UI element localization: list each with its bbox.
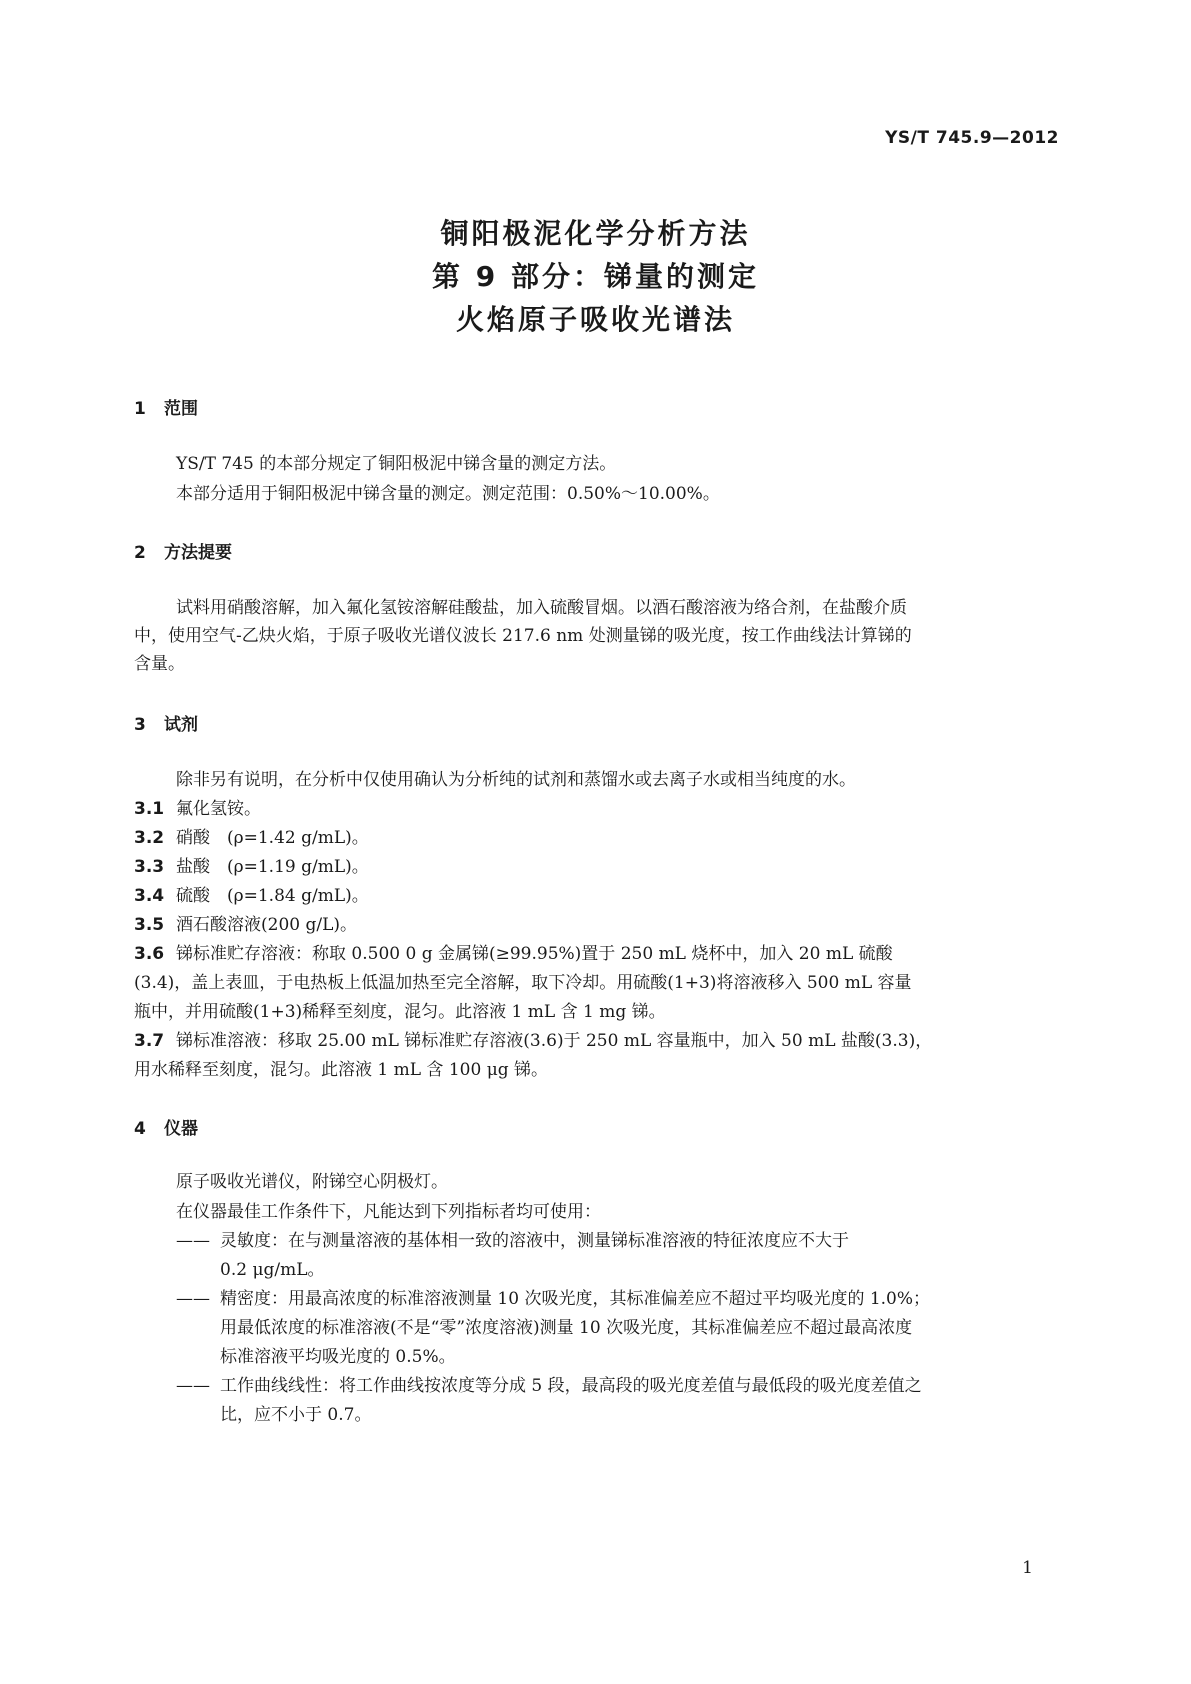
section-title: 仪器 [164,1119,198,1139]
item-number: 3.6 [134,944,165,964]
item-text: 硝酸 (ρ=1.42 g/mL)。 [176,828,369,848]
reagent-item-continued: (3.4)，盖上表皿，于电热板上低温加热至完全溶解，取下冷却。用硫酸(1+3)将溶液移入 500 mL 容量 [134,973,912,993]
criterion-linearity [176,1372,1064,1401]
section-2-heading [134,538,232,563]
section-title: 试剂 [164,715,198,735]
item-number: 3.7 [134,1031,165,1051]
criterion-sensitivity [176,1227,1064,1256]
paragraph-line: 试料用硝酸溶解，加入氟化氢铵溶解硅酸盐，加入硫酸冒烟。以酒石酸溶液为络合剂，在盐酸介质 [176,598,907,618]
item-text: 盐酸 (ρ=1.19 g/mL)。 [176,857,369,877]
dash-marker: —— [176,1376,210,1396]
dash-marker: —— [176,1289,210,1309]
paragraph-line: 中，使用空气-乙炔火焰，于原子吸收光谱仪波长 217.6 nm 处测量锑的吸光度，按工作曲线法计算锑的 [134,626,912,646]
item-number: 3.5 [134,915,165,935]
reagent-item [134,795,1064,824]
section-1-heading [134,394,198,419]
item-text: 锑标准贮存溶液：称取 0.500 0 g 金属锑(≥99.95%)置于 250 mL 烧杯中，加入 20 mL 硫酸 [176,944,893,964]
criterion-precision [176,1285,1064,1314]
reagent-item [134,824,1064,853]
reagent-item [134,1027,1064,1056]
section-title: 方法提要 [164,543,232,563]
section-number: 2 [134,543,146,563]
paragraph: 本部分适用于铜阳极泥中锑含量的测定。测定范围：0.50%～10.00%。 [176,484,720,504]
criterion-text: 灵敏度：在与测量溶液的基体相一致的溶液中，测量锑标准溶液的特征浓度应不大于 [220,1231,849,1251]
item-number: 3.2 [134,828,165,848]
reagent-item [134,911,1064,940]
item-text: 锑标准溶液：移取 25.00 mL 锑标准贮存溶液(3.6)于 250 mL 容量瓶中，加入 50 mL 盐酸(3.3)， [176,1031,933,1051]
criterion-continued: 比，应不小于 0.7。 [220,1405,372,1425]
reagent-item [134,853,1064,882]
dash-marker: —— [176,1231,210,1251]
criterion-continued: 0.2 μg/mL。 [220,1260,325,1280]
section-4-heading [134,1114,198,1139]
standard-code: YS/T 745.9—2012 [885,128,1059,148]
item-text: 酒石酸溶液(200 g/L)。 [176,915,358,935]
section-number: 4 [134,1119,146,1139]
criterion-continued: 标准溶液平均吸光度的 0.5%。 [220,1347,456,1367]
paragraph: 在仪器最佳工作条件下，凡能达到下列指标者均可使用： [176,1202,601,1222]
item-text: 硫酸 (ρ=1.84 g/mL)。 [176,886,369,906]
paragraph: 除非另有说明，在分析中仅使用确认为分析纯的试剂和蒸馏水或去离子水或相当纯度的水。 [176,770,856,790]
section-number: 1 [134,399,146,419]
title-line-1: 铜阳极泥化学分析方法 [440,217,751,250]
reagent-item [134,940,1064,969]
reagent-item-continued: 瓶中，并用硫酸(1+3)稀释至刻度，混匀。此溶液 1 mL 含 1 mg 锑。 [134,1002,666,1022]
title-line-2: 第 9 部分：锑量的测定 [432,260,759,293]
paragraph: YS/T 745 的本部分规定了铜阳极泥中锑含量的测定方法。 [176,454,617,474]
paragraph: 原子吸收光谱仪，附锑空心阴极灯。 [176,1172,448,1192]
item-number: 3.4 [134,886,165,906]
section-3-heading [134,710,198,735]
page-number: 1 [1022,1558,1033,1578]
item-text: 氟化氢铵。 [176,799,261,819]
title-line-3: 火焰原子吸收光谱法 [455,303,735,336]
section-title: 范围 [164,399,198,419]
section-number: 3 [134,715,146,735]
criterion-text: 精密度：用最高浓度的标准溶液测量 10 次吸光度，其标准偏差应不超过平均吸光度的 1.0%； [220,1289,931,1309]
reagent-item [134,882,1064,911]
item-number: 3.3 [134,857,165,877]
reagent-item-continued: 用水稀释至刻度，混匀。此溶液 1 mL 含 100 μg 锑。 [134,1060,549,1080]
criterion-continued: 用最低浓度的标准溶液(不是“零”浓度溶液)测量 10 次吸光度，其标准偏差应不超过最高浓度 [220,1318,913,1338]
criterion-text: 工作曲线线性：将工作曲线按浓度等分成 5 段，最高段的吸光度差值与最低段的吸光度差值之 [220,1376,922,1396]
paragraph-line: 含量。 [134,654,185,674]
item-number: 3.1 [134,799,165,819]
